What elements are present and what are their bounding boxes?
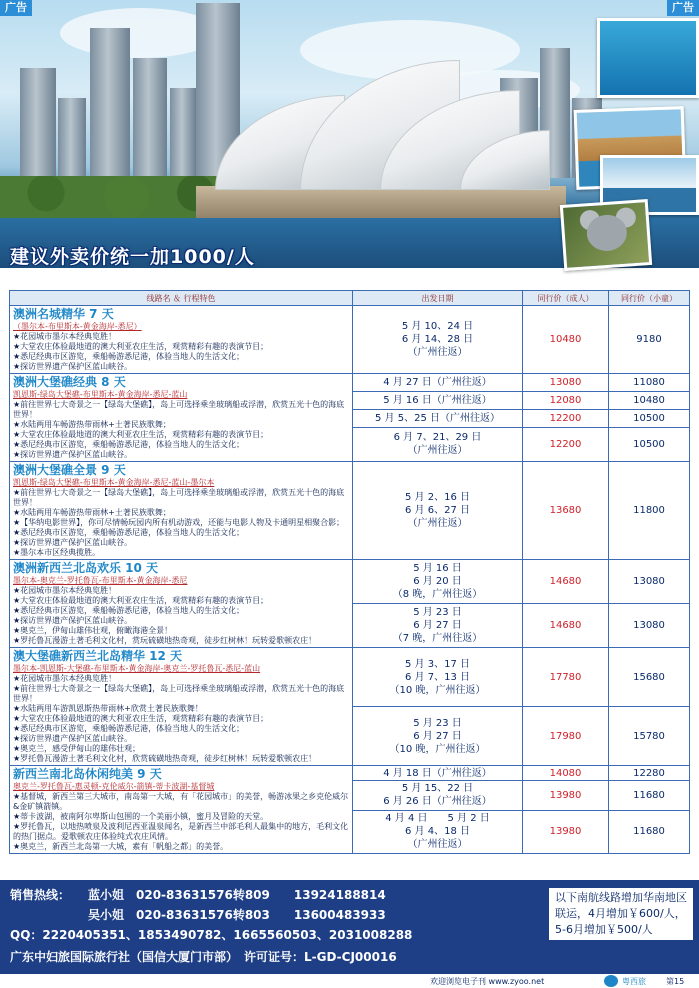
table-header-row — [10, 291, 690, 306]
route-feature: ★水陆两用车游凯恩斯热带雨林+欣赏土著民族歌舞！ — [13, 704, 203, 713]
route-itinerary: 奥克兰-罗托鲁瓦-惠灵顿-克伦威尔-箭镇-蒂卡波湖-基督城 — [13, 782, 215, 791]
route-itinerary: （墨尔本-布里斯本-黄金海岸-悉尼） — [13, 322, 142, 331]
route-feature: ★花园城市墨尔本经典览胜！ — [13, 586, 117, 595]
departure-date: （10 晚，广州往返） — [389, 743, 486, 755]
departure-date: （广州往返） — [407, 518, 468, 529]
departure-date: 5 月 5、25 日（广州往返） — [375, 412, 500, 424]
route-feature: ★大堂农庄体验最地道的澳大利亚农庄生活，观赏精彩有趣的表演节目； — [13, 430, 269, 439]
departure-date-cell — [353, 810, 523, 853]
table-row — [10, 766, 690, 781]
route-feature: ★【华纳电影世界】，你可尽情畅玩园内所有机动游戏，还能与电影人物及卡通明星相聚合影； — [13, 518, 345, 527]
route-feature: ★墨尔本市区经典揽胜。 — [13, 548, 101, 557]
adult-price: 10480 — [523, 306, 609, 374]
departure-date: （广州往返） — [407, 445, 468, 457]
route-feature: ★水陆两用车畅游热带雨林+土著民族歌舞； — [13, 420, 171, 429]
route-feature: ★蒂卡波湖，被南阿尔卑斯山包围的一个美丽小镇，蜜月及冒险的天堂。 — [13, 812, 269, 821]
departure-date: （广州往返） — [407, 839, 468, 851]
route-feature: ★大堂农庄体验最地道的澳大利亚农庄生活，观赏精彩有趣的表演节目； — [13, 714, 269, 723]
adult-price: 14680 — [523, 560, 609, 604]
bottom-bar — [0, 974, 699, 988]
child-price: 9180 — [609, 306, 690, 374]
ad-badge-left: 广告 — [0, 0, 32, 16]
child-price: 13080 — [609, 604, 690, 648]
child-price: 15680 — [609, 648, 690, 707]
child-price: 12280 — [609, 766, 690, 781]
departure-date: （7 晚，广州往返） — [392, 633, 483, 644]
price-slogan: 建议外卖价统一加1000/人 — [10, 246, 255, 268]
departure-date: 5 月 10、24 日 — [401, 321, 474, 332]
route-feature: ★罗托鲁瓦漫游土著毛利文化村，赏玩硫磺地热奇观，徒步红树林！玩转爱歌顿农庄！ — [13, 636, 317, 645]
route-itinerary: 凯恩斯-绿岛大堡礁-布里斯本-黄金海岸-悉尼-蓝山 — [13, 390, 188, 399]
route-title: 澳洲名城精华 7 天 — [13, 307, 114, 321]
adult-price: 17780 — [523, 648, 609, 707]
departure-date-cell — [353, 781, 523, 810]
brand-name: 粤西旅 — [622, 977, 646, 986]
diver-photo — [597, 18, 699, 98]
route-feature: ★前往世界七大奇景之一【绿岛大堡礁】，岛上可选择乘坐玻璃船或浮潜，欣赏五光十色的海底世界！ — [13, 684, 345, 703]
route-feature: ★探访世界遗产保护区蓝山峡谷。 — [13, 616, 133, 625]
agency-line: 广东中妇旅国际旅行社（国信大厦门市部） 许可证号：L-GD-CJ00016 — [10, 950, 397, 964]
child-price: 15780 — [609, 707, 690, 766]
departure-date: 6 月 4、18 日 — [405, 826, 470, 838]
departure-date-cell — [353, 427, 523, 461]
route-description-cell — [10, 766, 353, 854]
adult-price: 12080 — [523, 391, 609, 409]
table-row — [10, 560, 690, 604]
header-child-price: 同行价（小童） — [609, 291, 690, 306]
site-url: 欢迎浏览电子刊 www.zyoo.net — [430, 977, 545, 986]
route-title: 新西兰南北岛休闲纯美 9 天 — [13, 767, 162, 781]
route-feature: ★罗托鲁瓦，以地热喷泉及波利尼西亚温泉闻名，是新西兰中部毛利人最集中的地方，毛利文化的热门据点。爱歌顿农庄体验纯式农庄风情。 — [13, 822, 349, 841]
route-itinerary: 墨尔本-奥克兰-罗托鲁瓦-布里斯本-黄金海岸-悉尼 — [13, 576, 188, 585]
koala-photo — [560, 199, 652, 271]
route-feature: ★花园城市墨尔本经典览胜！ — [13, 332, 117, 341]
route-feature: ★悉尼经典市区游览，乘船畅游悉尼港，体验当地人的生活文化； — [13, 724, 245, 733]
adult-price: 13980 — [523, 781, 609, 810]
header-route: 线路名 ＆ 行程特色 — [10, 291, 353, 306]
child-price: 13080 — [609, 560, 690, 604]
route-feature: ★奥克兰，新西兰北岛第一大城，素有「帆船之都」的美誉。 — [13, 842, 229, 851]
qq-line: QQ：2220405351、1853490782、1665560503、2031008288 — [10, 928, 413, 942]
departure-date: 5 月 16 日 — [413, 563, 462, 574]
route-description-cell — [10, 462, 353, 560]
departure-date: 4 月 18 日（广州往返） — [383, 767, 492, 779]
departure-date-cell — [353, 766, 523, 781]
route-feature: ★悉尼经典市区游览，乘船畅游悉尼港，体验当地人的生活文化； — [13, 440, 245, 449]
departure-date: 6 月 7、21、29 日 — [393, 432, 482, 444]
departure-date: 5 月 15、22 日 — [401, 783, 474, 795]
table-row — [10, 306, 690, 374]
departure-date-cell — [353, 648, 523, 707]
departure-date: 5 月 23 日 — [413, 717, 462, 729]
departure-date: （10 晚，广州往返） — [389, 684, 486, 696]
departure-date: 5 月 16 日（广州往返） — [383, 394, 492, 406]
departure-date: 5 月 2、16 日 — [405, 492, 470, 503]
table-row — [10, 462, 690, 560]
route-feature: ★基督城，新西兰第三大城市，南岛第一大城，有「花园城市」的美誉，畅游冰果之乡克伦威尔&金矿镇箭镇。 — [13, 792, 349, 811]
route-feature: ★大堂农庄体验最地道的澳大利亚农庄生活，观赏精彩有趣的表演节目； — [13, 596, 269, 605]
child-price: 10500 — [609, 409, 690, 427]
departure-date-cell — [353, 604, 523, 648]
departure-date-cell — [353, 560, 523, 604]
contact-footer — [0, 880, 699, 974]
route-description-cell — [10, 374, 353, 462]
route-feature: ★奥克兰，伊甸山雄伟壮观，俯瞰海港全景！ — [13, 626, 173, 635]
adult-price: 13980 — [523, 810, 609, 853]
departure-date: 4 月 4 日 5 月 2 日 — [385, 813, 490, 825]
hotline-label: 销售热线： — [10, 888, 71, 902]
tour-table — [9, 290, 690, 854]
adult-price: 13080 — [523, 374, 609, 392]
route-title: 澳大堡礁新西兰北岛精华 12 天 — [13, 649, 183, 663]
child-price: 10480 — [609, 391, 690, 409]
route-feature: ★前往世界七大奇景之一【绿岛大堡礁】，岛上可选择乘坐玻璃船或浮潜，欣赏五光十色的海底世界！ — [13, 400, 345, 419]
child-price: 11680 — [609, 781, 690, 810]
adult-price: 14680 — [523, 604, 609, 648]
route-title: 澳洲新西兰北岛欢乐 10 天 — [13, 561, 159, 575]
departure-date-cell — [353, 707, 523, 766]
departure-date: 5 月 23 日 — [413, 607, 462, 618]
departure-date: （8 晚，广州往返） — [392, 589, 483, 600]
header-date: 出发日期 — [353, 291, 523, 306]
departure-date: 6 月 14、28 日 — [401, 334, 474, 345]
adult-price: 12200 — [523, 427, 609, 461]
departure-date: 6 月 7、13 日 — [405, 671, 470, 683]
table-row — [10, 648, 690, 707]
header-adult-price: 同行价（成人） — [523, 291, 609, 306]
departure-date-cell — [353, 306, 523, 374]
surcharge-note: 以下南航线路增加华南地区联运，4月增加￥600/人，5-6月增加￥500/人 — [549, 888, 693, 940]
route-description-cell — [10, 306, 353, 374]
departure-date: 6 月 27 日 — [413, 730, 462, 742]
route-itinerary: 凯恩斯-绿岛大堡礁-布里斯本-黄金海岸-悉尼-蓝山-墨尔本 — [13, 478, 215, 487]
departure-date-cell — [353, 409, 523, 427]
adult-price: 13680 — [523, 462, 609, 560]
contact-line-2: 吴小姐 020-83631576转803 13600483933 — [88, 908, 386, 922]
route-feature: ★奥克兰，感受伊甸山的雄伟壮观； — [13, 744, 141, 753]
child-price: 10500 — [609, 427, 690, 461]
departure-date: 5 月 3、17 日 — [405, 658, 470, 670]
table-row — [10, 374, 690, 392]
departure-date: 6 月 27 日 — [413, 620, 462, 631]
route-feature: ★前往世界七大奇景之一【绿岛大堡礁】，岛上可选择乘坐玻璃船或浮潜，欣赏五光十色的海底世界！ — [13, 488, 345, 507]
route-description-cell — [10, 648, 353, 766]
route-feature: ★花园城市墨尔本经典览胜！ — [13, 674, 117, 683]
page-number: 第15 — [666, 977, 685, 986]
departure-date-cell — [353, 462, 523, 560]
child-price: 11080 — [609, 374, 690, 392]
route-feature: ★罗托鲁瓦漫游土著毛利文化村，欣赏硫磺地热奇观，徒步红树林！玩转爱歌顿农庄！ — [13, 754, 317, 763]
route-feature: ★悉尼经典市区游览，乘船畅游悉尼港，体验当地人的生活文化； — [13, 352, 245, 361]
brand-logo-icon — [604, 975, 618, 987]
route-title: 澳洲大堡礁经典 8 天 — [13, 375, 126, 389]
child-price: 11680 — [609, 810, 690, 853]
ad-badge-right: 广告 — [667, 0, 699, 16]
route-itinerary: 墨尔本-凯恩斯-大堡礁-布里斯本-黄金海岸-奥克兰-罗托鲁瓦-悉尼-蓝山 — [13, 664, 261, 673]
departure-date: 6 月 20 日 — [413, 576, 462, 587]
adult-price: 17980 — [523, 707, 609, 766]
contact-line-1: 蓝小姐 020-83631576转809 13924188814 — [88, 888, 386, 902]
route-feature: ★水陆两用车畅游热带雨林+土著民族歌舞； — [13, 508, 171, 517]
route-feature: ★探访世界遗产保护区蓝山峡谷。 — [13, 734, 133, 743]
departure-date-cell — [353, 391, 523, 409]
departure-date: （广州往返） — [407, 347, 468, 358]
route-description-cell — [10, 560, 353, 648]
departure-date-cell — [353, 374, 523, 392]
route-feature: ★大堂农庄体验最地道的澳大利亚农庄生活，观赏精彩有趣的表演节目； — [13, 342, 269, 351]
child-price: 11800 — [609, 462, 690, 560]
route-feature: ★探访世界遗产保护区蓝山峡谷。 — [13, 538, 133, 547]
route-title: 澳洲大堡礁全景 9 天 — [13, 463, 126, 477]
departure-date: 6 月 6、27 日 — [405, 505, 470, 516]
departure-date: 4 月 27 日（广州往返） — [383, 376, 492, 388]
route-feature: ★探访世界遗产保护区蓝山峡谷。 — [13, 362, 133, 371]
departure-date: 6 月 26 日（广州往返） — [383, 796, 492, 808]
adult-price: 14080 — [523, 766, 609, 781]
adult-price: 12200 — [523, 409, 609, 427]
route-feature: ★悉尼经典市区游览，乘船畅游悉尼港，体验当地人的生活文化； — [13, 528, 245, 537]
route-feature: ★悉尼经典市区游览，乘船畅游悉尼港，体验当地人的生活文化； — [13, 606, 245, 615]
route-feature: ★探访世界遗产保护区蓝山峡谷。 — [13, 450, 133, 459]
